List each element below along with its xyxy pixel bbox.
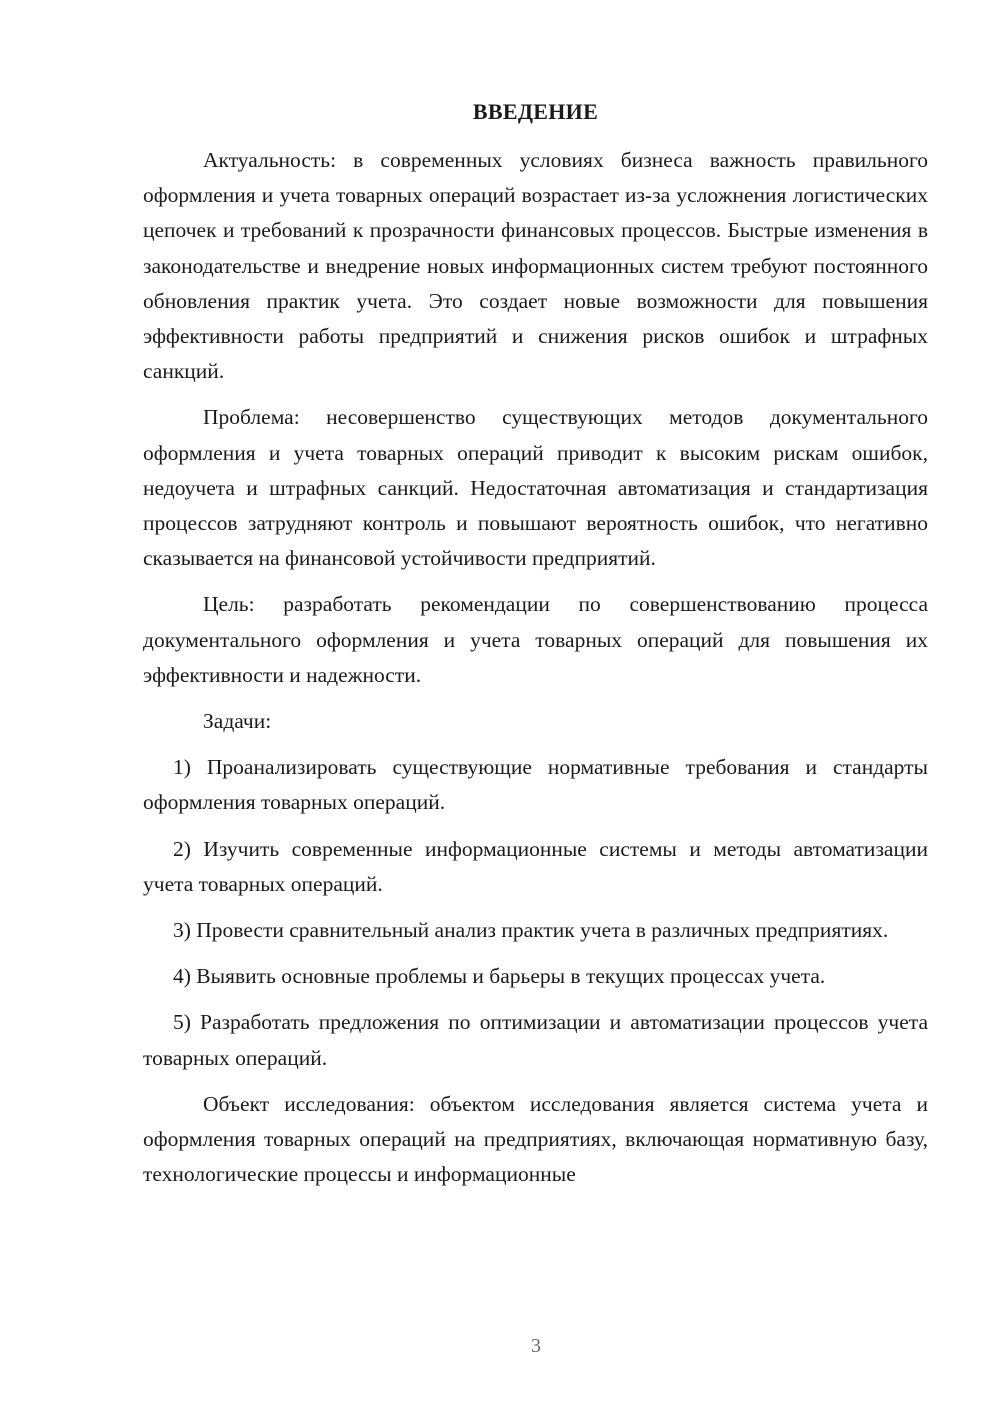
task-item-3: 3) Провести сравнительный анализ практик учета в различных предприятиях. (173, 918, 889, 943)
task-item-1: 1) Проанализировать существующие нормативные требования и стандарты оформления товарных операций. (143, 755, 928, 815)
paragraph-goal: Цель: разработать рекомендации по совершенствованию процесса документального оформления и учета товарных операций для повышения их эффективности и надежности. (143, 592, 928, 687)
paragraph-object: Объект исследования: объектом исследования является система учета и оформления товарных операций на предприятиях, включающая нормативную базу, технологические процессы и информационные (143, 1091, 928, 1187)
task-item-4: 4) Выявить основные проблемы и барьеры в текущих процессах учета. (173, 964, 826, 989)
paragraph-problem: Проблема: несовершенство существующих методов документального оформления и учета товарных операций приводит к высоким рискам ошибок, недоучета и штрафных санкций. Недостаточная автоматизация и стандартизация процессов затрудняют контроль и повышают вероятность ошибок, что негативно сказывается на финансовой устойчивости предприятий. (143, 405, 928, 571)
task-item-5: 5) Разработать предложения по оптимизации и автоматизации процессов учета товарных операций. (143, 1010, 928, 1070)
page-title: ВВЕДЕНИЕ (472, 99, 599, 124)
page-number: 3 (531, 1335, 541, 1357)
document-body (143, 143, 928, 1203)
tasks-heading: Задачи: (203, 709, 272, 734)
task-item-2: 2) Изучить современные информационные системы и методы автоматизации учета товарных операций. (143, 836, 928, 896)
paragraph-relevance: Актуальность: в современных условиях бизнеса важность правильного оформления и учета товарных операций возрастает из-за усложнения логистических цепочек и требований к прозрачности финансовых процессов. Быстрые изменения в законодательстве и внедрение новых информационных систем требуют постоянного обновления практик учета. Это создает новые возможности для повышения эффективности работы предприятий и снижения рисков ошибок и штрафных санкций. (143, 148, 928, 384)
